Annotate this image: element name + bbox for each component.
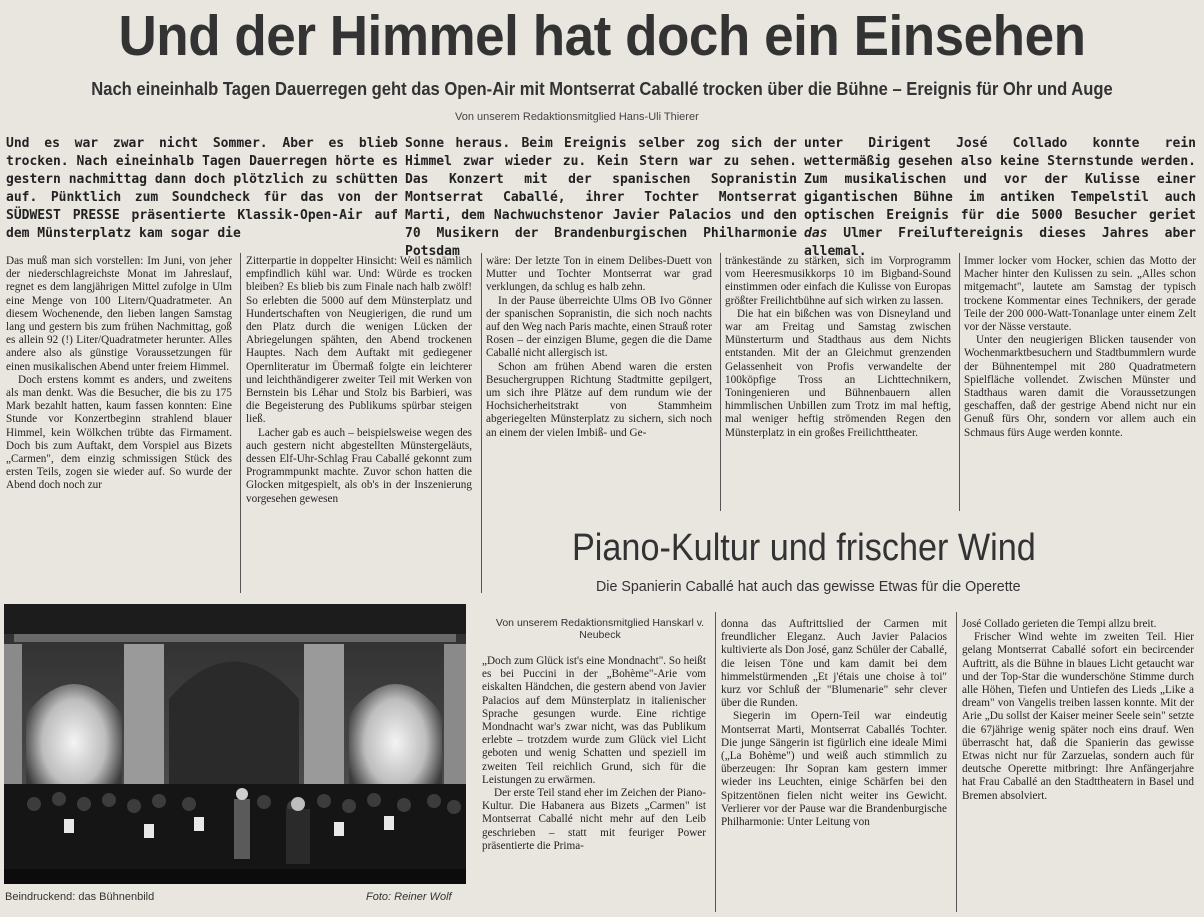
- article2-byline: Von unserem Redaktionsmitglied Hanskarl v. Neubeck: [495, 617, 705, 641]
- paragraph: Siegerin im Opern-Teil war eindeutig Montserrat Marti, Montserrat Caballés Tochter. Die junge Sängerin ist figürlich eine ideale Mimi („La Bohème") und weiß auch stimmlich zu überzeugen: Ihr Sopran kam gestern immer wieder ins Leuchten, einige Schärfen bei den Spitzentönen fielen nicht weiter ins Gewicht. Verlierer vor der Pause war die Brandenburgische Philharmonie: Unter Leitung von: [721, 710, 947, 829]
- paragraph: tränkestände zu stärken, sich im Vorprogramm vom Heeresmusikkorps 10 im Bigband-Sound einstimmen oder einfach die Kulisse von Europas größter Freilichtbühne auf sich wirken zu lassen.: [725, 255, 951, 307]
- paragraph: Lacher gab es auch – beispielsweise wegen des auch gestern nicht abgestellten Münstergeläuts, dessen Elf-Uhr-Schlag Frau Caballé gekonnt zum Programmpunkt machte. Zuvor schon hatten die Glocken mitgespielt, als ob's in der Inszenierung vorgesehen gewesen: [246, 426, 472, 505]
- article-body-column-5: [964, 255, 1196, 440]
- stage-photo: [4, 604, 466, 884]
- stage-photo-image: [4, 604, 466, 884]
- paragraph: Schon am frühen Abend waren die ersten Besuchergruppen Richtung Stadtmitte gepilgert, um sich ihre Plätze auf dem rundum wie der Hochsicherheitstrakt von Stammheim abgeriegelten Münsterplatz zu sichern, sich noch an einem der vielen Imbiß- und Ge-: [486, 360, 712, 439]
- paragraph: Immer locker vom Hocker, schien das Motto der Macher hinter den Kulissen zu sein. „Alles schon mitgemacht", lautete am Samstag der typisch trockene Kommentar eines Technikers, der gerade Teile der 200 000-Watt-Tonanlage unter einem Zelt vor der Nässe verstaute.: [964, 255, 1196, 334]
- article2-body-column-1: [482, 655, 706, 853]
- headline: Und der Himmel hat doch ein Einsehen: [118, 4, 1086, 68]
- paragraph: wäre: Der letzte Ton in einem Delibes-Duett von Mutter und Tochter Montserrat war grad verklungen, da schlug es halb zehn.: [486, 255, 712, 294]
- column-rule: [715, 612, 716, 912]
- article-body-column-4: [725, 255, 951, 440]
- paragraph: In der Pause überreichte Ulms OB Ivo Gönner der spanischen Sopranistin, die sich noch nachts auf den Weg nach Paris machte, einen Strauß roter Rosen – der einzigen Blume, gegen die die Dame Caballé nicht allergisch ist.: [486, 294, 712, 360]
- paragraph: Der erste Teil stand eher im Zeichen der Piano-Kultur. Die Habanera aus Bizets „Carmen" ist Montserrat Caballé nicht mehr auf den Leib geschrieben – statt mit feuriger Power präsentierte die Prima-: [482, 787, 706, 852]
- lead-column-3-text-a: unter Dirigent José Collado konnte rein wettermäßig gesehen also keine Sternstunde werden. Zum musikalischen und vor der Kulisse einer gigantischen Bühne im antiken Tempelstil auch optischen Ereignis für die 5000 Besucher geriet: [804, 136, 1196, 223]
- paragraph: donna das Auftrittslied der Carmen mit freundlicher Eleganz. Auch Javier Palacios kultivierte als Don José, ganz Schüler der Caballé, die leisen Töne und kam damit bei dem himmelstürmenden „Et j'étais une choise à toi" kurz vor Schluß der "Blumenarie" sehr clever über die Runden.: [721, 618, 947, 710]
- photo-credit: Foto: Reiner Wolf: [366, 891, 452, 903]
- paragraph: Frischer Wind wehte im zweiten Teil. Hier gelang Montserrat Caballé sofort ein becircender Auftritt, als die Bühne in blaues Licht getaucht war und der Top-Star die wunderschöne Stimme durch alle Höhen, Tiefen und Untiefen des Lieds „Like a dream" von Vangelis treiben lassen konnte. Mit der Arie „Du sollst der Kaiser meiner Seele sein" setzte die 67jährige wenig später noch eins drauf. Wen überrascht hat, daß die Spanierin das gewisse Etwas nicht nur für Zarzuelas, sondern auch für deutsche Operette mitbringt: Ihre Anfängerjahre hat Frau Caballé an den Stadttheatern in Basel und Bremen absolviert.: [962, 631, 1194, 802]
- column-rule: [240, 253, 241, 593]
- lead-column-1: Und es war zwar nicht Sommer. Aber es blieb trocken. Nach eineinhalb Tagen Dauerregen hörte es gestern nachmittag dann doch plötzlich zu schütten auf. Pünktlich zum Soundcheck für das von der SÜDWEST PRESSE präsentierte Klassik-Open-Air auf dem Münsterplatz kam sogar die: [6, 136, 398, 241]
- byline: Von unserem Redaktionsmitglied Hans-Uli Thierer: [455, 111, 699, 123]
- photo-caption: Beindruckend: das Bühnenbild: [5, 891, 155, 903]
- article-body-column-2: [246, 255, 472, 506]
- column-rule: [720, 253, 721, 511]
- article2-body-column-3: [962, 618, 1194, 803]
- paragraph: Unter den neugierigen Blicken tausender von Wochenmarktbesuchern und Stadtbummlern wurde der Bühnentempel mit 280 Quadratmetern Spielfläche vollendet. Zwischen Münster und Stadthaus waren damit die Voraussetzungen geschaffen, daß der gestrige Abend nicht nur ein Genuß fürs Ohr, sondern vor allem auch ein Schmaus fürs Auge werden konnte.: [964, 334, 1196, 439]
- lead-column-3-emphasis: das: [804, 226, 828, 241]
- article2-body-column-2: [721, 618, 947, 829]
- paragraph: Zitterpartie in doppelter Hinsicht: Weil es nämlich empfindlich kühl war. Und: Würde es trocken bleiben? Es blieb bis zum Finale nach halb zwölf! So erlebten die 5000 auf dem Münsterplatz und Hundertschaften von Neugierigen, die rund um den Platz durch die wenigen Lücken der Abriegelungen spähten, den Abend trockenen Hauptes. Nach dem Auftakt mit gediegener Opernliteratur im Übermaß folgte ein leichterer und leichthändigerer zweiter Teil mit Werken von Bernstein bis Léhar und Stolz bis Barbieri, was die Begeisterung des Publikums spürbar steigen ließ.: [246, 255, 472, 426]
- paragraph: Doch erstens kommt es anders, und zweitens als man denkt. Was die Besucher, die bis zu 175 Mark bezahlt hatten, kaum fassen konnten: Eine Stunde vor Konzertbeginn strahlend blauer Himmel, kein Wölkchen trübte das Firmament. Doch bis zum Auftakt, dem Vorspiel aus Bizets „Carmen", dem einzig schmissigen Stück des ersten Teils, zogen sie wieder auf. So wurde der Abend doch noch zur: [6, 373, 232, 492]
- paragraph: „Doch zum Glück ist's eine Mondnacht". So heißt es bei Puccini in der „Bohème"-Arie vom eiskalten Händchen, die gestern abend von Javier Palacios auf dem Münsterplatz in italienischer Sprache gesungen wurde. Eine richtige Mondnacht war's zwar nicht, was das Publikum erlebte – trotzdem wurde zum Glück viel Licht geboten und wenig Schatten und speziell im zweiten Teil reichlich Grund, sich für die Leistungen zu erwärmen.: [482, 655, 706, 786]
- column-rule: [956, 612, 957, 912]
- article-body-column-1: [6, 255, 232, 493]
- paragraph: Das muß man sich vorstellen: Im Juni, von jeher der niederschlagreichste Monat im Jahreslauf, regnet es dem langjährigen Mittel zufolge in Ulm eine Menge von 100 Litern/Quadratmeter. An diesem Wochenende, den lieben langen Samstag lang und gestern bis zum frühen Nachmittag, goß es allein 92 (!) Liter/Quadratmeter herunter. Alles andere also als günstige Voraussetzungen für einen musikalischen Abend unter freiem Himmel.: [6, 255, 232, 373]
- column-rule: [959, 253, 960, 511]
- lead-column-3-text-b: Ulmer Freiluftereignis dieses Jahres aber allemal.: [804, 226, 1196, 259]
- article2-headline: Piano-Kultur und frischer Wind: [572, 527, 1036, 569]
- paragraph: Die hat ein bißchen was von Disneyland und war am Freitag und Samstag zwischen Münsterturm und Stadthaus aus dem Nichts entstanden. Mit der an Gleichmut grenzenden Gelassenheit von Profis verwandelte der 100köpfige Tross an Lichttechnikern, Toningenieren und Bühnenbauern allen himmlischen Unbillen zum Trotz im mal heftig, mal weniger heftig strömenden Regen den Münsterplatz in ein großes Freilichttheater.: [725, 307, 951, 439]
- lead-column-3: [804, 135, 1196, 261]
- lead-column-2: Sonne heraus. Beim Ereignis selber zog sich der Himmel zwar wieder zu. Kein Stern war zu sehen. Das Konzert mit der spanischen Sopranistin Montserrat Caballé, ihrer Tochter Montserrat Marti, dem Nachwuchstenor Javier Palacios und den 70 Musikern der Brandenburgischen Philharmonie Potsdam: [405, 136, 797, 259]
- paragraph: José Collado gerieten die Tempi allzu breit.: [962, 618, 1157, 630]
- article-body-column-3: [486, 255, 712, 440]
- column-rule: [481, 253, 482, 593]
- article2-subheadline: Die Spanierin Caballé hat auch das gewisse Etwas für die Operette: [596, 578, 1021, 595]
- subheadline: Nach eineinhalb Tagen Dauerregen geht das Open-Air mit Montserrat Caballé trocken über die Bühne – Ereignis für Ohr und Auge: [91, 79, 1113, 99]
